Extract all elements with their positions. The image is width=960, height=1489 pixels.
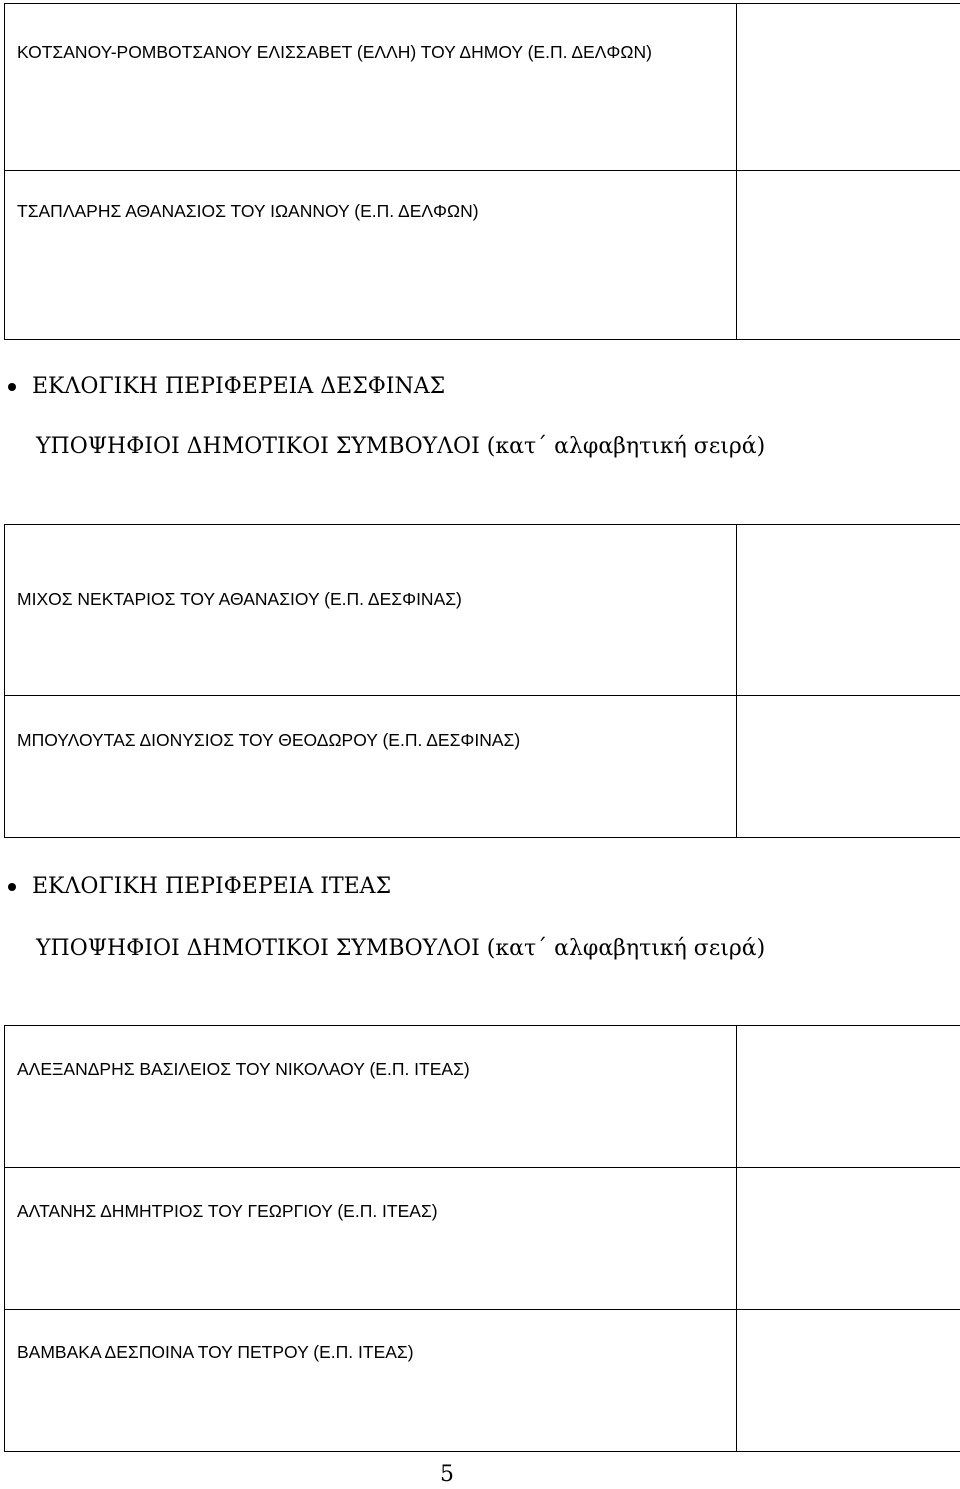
candidate-name: ΚΟΤΣΑΝΟΥ-ΡΟΜΒΟΤΣΑΝΟΥ ΕΛΙΣΣΑΒΕΤ (ΕΛΛΗ) ΤΟΥ ΔΗΜΟΥ (Ε.Π. ΔΕΛΦΩΝ): [5, 4, 737, 171]
candidate-name: ΜΠΟΥΛΟΥΤΑΣ ΔΙΟΝΥΣΙΟΣ ΤΟΥ ΘΕΟΔΩΡΟΥ (Ε.Π. ΔΕΣΦΙΝΑΣ): [5, 696, 737, 838]
candidate-row: [5, 696, 960, 838]
candidate-row: [5, 525, 960, 696]
section-heading: [8, 374, 445, 399]
bullet-icon: [8, 383, 16, 391]
blank-cell: [737, 1026, 960, 1168]
candidate-name: ΑΛΕΞΑΝΔΡΗΣ ΒΑΣΙΛΕΙΟΣ ΤΟΥ ΝΙΚΟΛΑΟΥ (Ε.Π. ΙΤΕΑΣ): [5, 1026, 737, 1168]
candidate-row: [5, 171, 960, 340]
candidate-name: ΒΑΜΒΑΚΑ ΔΕΣΠΟΙΝΑ ΤΟΥ ΠΕΤΡΟΥ (Ε.Π. ΙΤΕΑΣ): [5, 1310, 737, 1452]
section-subheading: ΥΠΟΨΗΦΙΟΙ ΔΗΜΟΤΙΚΟΙ ΣΥΜΒΟΥΛΟΙ (κατ΄ αλφαβητική σειρά): [36, 936, 766, 961]
bullet-icon: [8, 883, 16, 891]
candidate-row: [5, 1168, 960, 1310]
blank-cell: [737, 1168, 960, 1310]
blank-cell: [737, 4, 960, 171]
section-heading-text: ΕΚΛΟΓΙΚΗ ΠΕΡΙΦΕΡΕΙΑ ΔΕΣΦΙΝΑΣ: [32, 374, 446, 399]
blank-cell: [737, 1310, 960, 1452]
section-subheading: ΥΠΟΨΗΦΙΟΙ ΔΗΜΟΤΙΚΟΙ ΣΥΜΒΟΥΛΟΙ (κατ΄ αλφαβητική σειρά): [36, 434, 766, 459]
candidates-table-desfina: [4, 524, 960, 838]
section-heading: [8, 874, 391, 899]
page-number: 5: [440, 1462, 454, 1487]
candidate-row: [5, 1026, 960, 1168]
candidate-name: ΑΛΤΑΝΗΣ ΔΗΜΗΤΡΙΟΣ ΤΟΥ ΓΕΩΡΓΙΟΥ (Ε.Π. ΙΤΕΑΣ): [5, 1168, 737, 1310]
candidate-row: [5, 4, 960, 171]
blank-cell: [737, 525, 960, 696]
candidate-row: [5, 1310, 960, 1452]
section-heading-text: ΕΚΛΟΓΙΚΗ ΠΕΡΙΦΕΡΕΙΑ ΙΤΕΑΣ: [32, 874, 392, 899]
candidates-table-itea: [4, 1025, 960, 1452]
section-desfina: [0, 370, 960, 480]
candidate-name: ΜΙΧΟΣ ΝΕΚΤΑΡΙΟΣ ΤΟΥ ΑΘΑΝΑΣΙΟΥ (Ε.Π. ΔΕΣΦΙΝΑΣ): [5, 525, 737, 696]
blank-cell: [737, 696, 960, 838]
blank-cell: [737, 171, 960, 340]
candidate-name: ΤΣΑΠΛΑΡΗΣ ΑΘΑΝΑΣΙΟΣ ΤΟΥ ΙΩΑΝΝΟΥ (Ε.Π. ΔΕΛΦΩΝ): [5, 171, 737, 340]
section-itea: [0, 870, 960, 980]
candidates-table-delfon: [4, 3, 960, 340]
